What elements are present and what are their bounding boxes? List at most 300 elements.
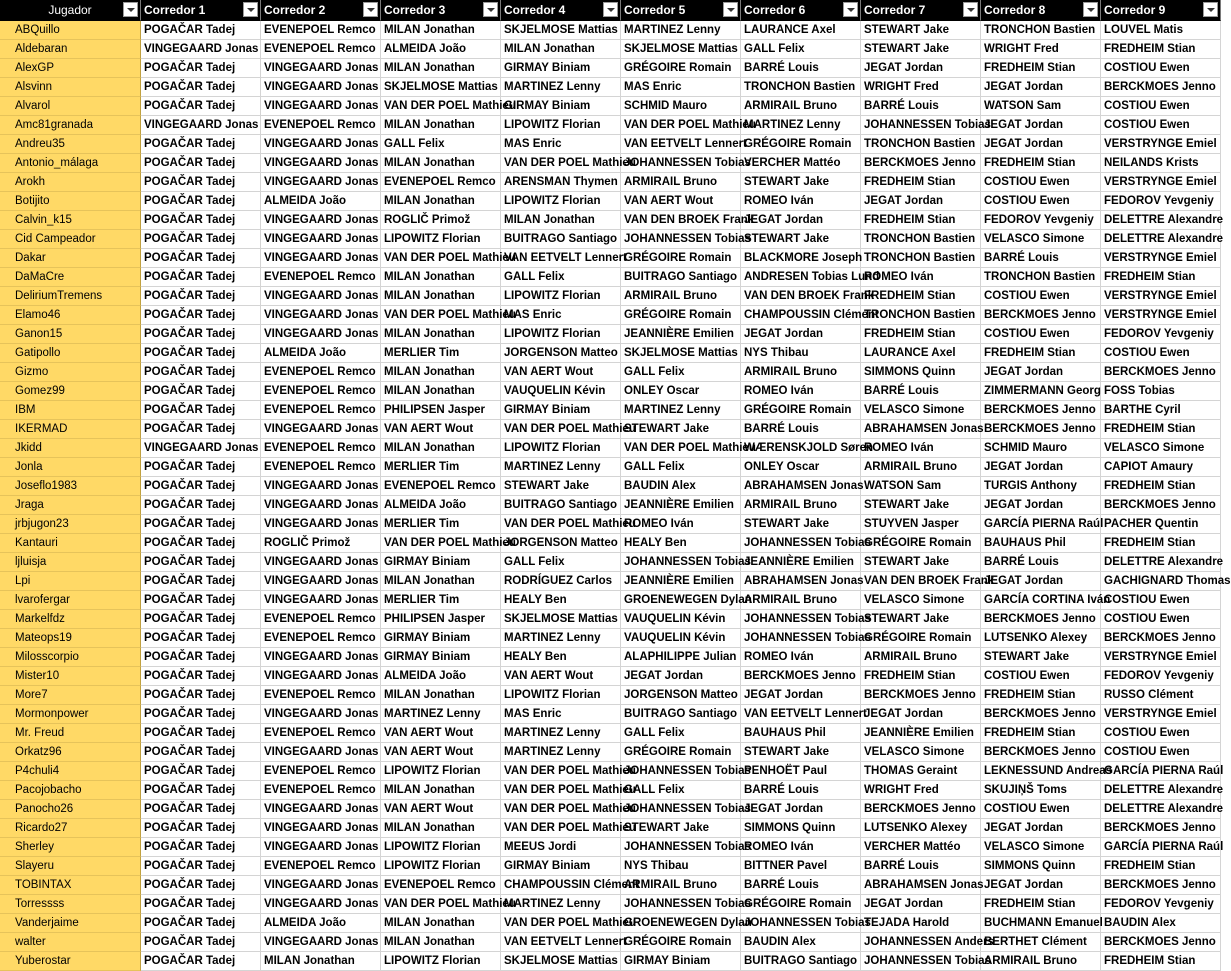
rider-cell[interactable]: VINGEGAARD Jonas	[261, 800, 381, 819]
rider-cell[interactable]: DELETTRE Alexandre	[1101, 553, 1221, 572]
player-cell[interactable]: Lpi	[0, 572, 141, 591]
rider-cell[interactable]: MILAN Jonathan	[381, 382, 501, 401]
rider-cell[interactable]: FEDOROV Yevgeniy	[1101, 325, 1221, 344]
rider-cell[interactable]: VELASCO Simone	[861, 401, 981, 420]
rider-cell[interactable]: VINGEGAARD Jonas	[261, 211, 381, 230]
rider-cell[interactable]: POGAČAR Tadej	[141, 344, 261, 363]
rider-cell[interactable]: POGAČAR Tadej	[141, 230, 261, 249]
rider-cell[interactable]: BERTHET Clément	[981, 933, 1101, 952]
rider-cell[interactable]: MILAN Jonathan	[381, 363, 501, 382]
rider-cell[interactable]: CAPIOT Amaury	[1101, 458, 1221, 477]
rider-cell[interactable]: GIRMAY Biniam	[621, 952, 741, 971]
player-cell[interactable]: Markelfdz	[0, 610, 141, 629]
filter-dropdown-icon[interactable]	[483, 2, 498, 17]
rider-cell[interactable]: POGAČAR Tadej	[141, 306, 261, 325]
rider-cell[interactable]: JORGENSON Matteo	[501, 344, 621, 363]
rider-cell[interactable]: ALMEIDA João	[261, 914, 381, 933]
rider-cell[interactable]: JEGAT Jordan	[741, 800, 861, 819]
filter-dropdown-icon[interactable]	[1203, 2, 1218, 17]
rider-cell[interactable]: FREDHEIM Stian	[981, 344, 1101, 363]
rider-cell[interactable]: VAN DER POEL Mathieu	[381, 895, 501, 914]
rider-cell[interactable]: ARMIRAIL Bruno	[621, 287, 741, 306]
rider-cell[interactable]: VERSTRYNGE Emiel	[1101, 648, 1221, 667]
rider-cell[interactable]: FREDHEIM Stian	[861, 211, 981, 230]
rider-cell[interactable]: WATSON Sam	[861, 477, 981, 496]
rider-cell[interactable]: VAN AERT Wout	[381, 743, 501, 762]
rider-cell[interactable]: FEDOROV Yevgeniy	[1101, 192, 1221, 211]
rider-cell[interactable]: LIPOWITZ Florian	[501, 192, 621, 211]
rider-cell[interactable]: STEWART Jake	[741, 230, 861, 249]
rider-cell[interactable]: VINGEGAARD Jonas	[261, 97, 381, 116]
column-header[interactable]	[621, 0, 741, 21]
rider-cell[interactable]: FEDOROV Yevgeniy	[1101, 895, 1221, 914]
rider-cell[interactable]: FREDHEIM Stian	[981, 895, 1101, 914]
rider-cell[interactable]: GIRMAY Biniam	[501, 857, 621, 876]
rider-cell[interactable]: POGAČAR Tadej	[141, 553, 261, 572]
rider-cell[interactable]: FREDHEIM Stian	[1101, 477, 1221, 496]
rider-cell[interactable]: FREDHEIM Stian	[1101, 952, 1221, 971]
rider-cell[interactable]: POGAČAR Tadej	[141, 800, 261, 819]
player-cell[interactable]: Gomez99	[0, 382, 141, 401]
rider-cell[interactable]: JEGAT Jordan	[981, 876, 1101, 895]
rider-cell[interactable]: JORGENSON Matteo	[501, 534, 621, 553]
rider-cell[interactable]: JOHANNESSEN Tobias	[621, 838, 741, 857]
rider-cell[interactable]: ROMEO Iván	[741, 192, 861, 211]
rider-cell[interactable]: VAN EETVELT Lennert	[501, 249, 621, 268]
rider-cell[interactable]: BARTHE Cyril	[1101, 401, 1221, 420]
rider-cell[interactable]: POGAČAR Tadej	[141, 249, 261, 268]
rider-cell[interactable]: HEALY Ben	[621, 534, 741, 553]
player-cell[interactable]: DaMaCre	[0, 268, 141, 287]
rider-cell[interactable]: BUITRAGO Santiago	[621, 705, 741, 724]
rider-cell[interactable]: BLACKMORE Joseph	[741, 249, 861, 268]
rider-cell[interactable]: BERCKMOES Jenno	[1101, 933, 1221, 952]
rider-cell[interactable]: SKJELMOSE Mattias	[621, 40, 741, 59]
rider-cell[interactable]: GARCÍA PIERNA Raúl	[1101, 762, 1221, 781]
rider-cell[interactable]: VAN DER POEL Mathieu	[501, 762, 621, 781]
rider-cell[interactable]: VINGEGAARD Jonas	[261, 648, 381, 667]
rider-cell[interactable]: VAN AERT Wout	[381, 800, 501, 819]
rider-cell[interactable]: JEGAT Jordan	[741, 325, 861, 344]
rider-cell[interactable]: LEKNESSUND Andreas	[981, 762, 1101, 781]
rider-cell[interactable]: FREDHEIM Stian	[981, 59, 1101, 78]
rider-cell[interactable]: JOHANNESSEN Tobias	[861, 116, 981, 135]
rider-cell[interactable]: MILAN Jonathan	[381, 686, 501, 705]
rider-cell[interactable]: POGAČAR Tadej	[141, 591, 261, 610]
rider-cell[interactable]: POGAČAR Tadej	[141, 933, 261, 952]
rider-cell[interactable]: MARTINEZ Lenny	[621, 21, 741, 40]
rider-cell[interactable]: ABRAHAMSEN Jonas	[861, 876, 981, 895]
rider-cell[interactable]: POGAČAR Tadej	[141, 610, 261, 629]
rider-cell[interactable]: STEWART Jake	[861, 21, 981, 40]
rider-cell[interactable]: VINGEGAARD Jonas	[141, 439, 261, 458]
rider-cell[interactable]: MILAN Jonathan	[381, 192, 501, 211]
rider-cell[interactable]: BERCKMOES Jenno	[1101, 876, 1221, 895]
rider-cell[interactable]: JOHANNESSEN Tobias	[621, 230, 741, 249]
rider-cell[interactable]: VINGEGAARD Jonas	[261, 515, 381, 534]
rider-cell[interactable]: ROMEO Iván	[741, 382, 861, 401]
player-cell[interactable]: Ganon15	[0, 325, 141, 344]
rider-cell[interactable]: SIMMONS Quinn	[981, 857, 1101, 876]
rider-cell[interactable]: VAN AERT Wout	[381, 420, 501, 439]
rider-cell[interactable]: JEGAT Jordan	[741, 686, 861, 705]
rider-cell[interactable]: JEGAT Jordan	[981, 78, 1101, 97]
rider-cell[interactable]: POGAČAR Tadej	[141, 667, 261, 686]
rider-cell[interactable]: VINGEGAARD Jonas	[261, 667, 381, 686]
rider-cell[interactable]: VAN DER POEL Mathieu	[501, 781, 621, 800]
rider-cell[interactable]: ARMIRAIL Bruno	[741, 97, 861, 116]
rider-cell[interactable]: MARTINEZ Lenny	[501, 78, 621, 97]
rider-cell[interactable]: JEGAT Jordan	[861, 192, 981, 211]
rider-cell[interactable]: VERCHER Mattéo	[741, 154, 861, 173]
rider-cell[interactable]: VERSTRYNGE Emiel	[1101, 249, 1221, 268]
rider-cell[interactable]: GALL Felix	[621, 781, 741, 800]
rider-cell[interactable]: JOHANNESSEN Tobias	[621, 553, 741, 572]
rider-cell[interactable]: WRIGHT Fred	[861, 78, 981, 97]
player-cell[interactable]: Gizmo	[0, 363, 141, 382]
rider-cell[interactable]: JEGAT Jordan	[981, 819, 1101, 838]
rider-cell[interactable]: POGAČAR Tadej	[141, 382, 261, 401]
rider-cell[interactable]: POGAČAR Tadej	[141, 914, 261, 933]
rider-cell[interactable]: POGAČAR Tadej	[141, 192, 261, 211]
rider-cell[interactable]: BAUHAUS Phil	[981, 534, 1101, 553]
rider-cell[interactable]: GALL Felix	[501, 553, 621, 572]
rider-cell[interactable]: VAN DER POEL Mathieu	[381, 249, 501, 268]
rider-cell[interactable]: FOSS Tobias	[1101, 382, 1221, 401]
rider-cell[interactable]: BERCKMOES Jenno	[1101, 496, 1221, 515]
rider-cell[interactable]: DELETTRE Alexandre	[1101, 230, 1221, 249]
rider-cell[interactable]: BARRÉ Louis	[861, 97, 981, 116]
rider-cell[interactable]: JOHANNESSEN Tobias	[621, 895, 741, 914]
player-cell[interactable]: ABQuillo	[0, 21, 141, 40]
rider-cell[interactable]: FREDHEIM Stian	[1101, 534, 1221, 553]
rider-cell[interactable]: BERCKMOES Jenno	[1101, 819, 1221, 838]
rider-cell[interactable]: PENHOËT Paul	[741, 762, 861, 781]
rider-cell[interactable]: ZIMMERMANN Georg	[981, 382, 1101, 401]
rider-cell[interactable]: ARMIRAIL Bruno	[861, 648, 981, 667]
rider-cell[interactable]: LIPOWITZ Florian	[501, 686, 621, 705]
rider-cell[interactable]: VINGEGAARD Jonas	[261, 135, 381, 154]
rider-cell[interactable]: VAN DER POEL Mathieu	[501, 819, 621, 838]
rider-cell[interactable]: VINGEGAARD Jonas	[261, 933, 381, 952]
rider-cell[interactable]: JOHANNESSEN Tobias	[621, 154, 741, 173]
player-cell[interactable]: Milosscorpio	[0, 648, 141, 667]
rider-cell[interactable]: MAS Enric	[501, 705, 621, 724]
rider-cell[interactable]: FREDHEIM Stian	[1101, 268, 1221, 287]
rider-cell[interactable]: PACHER Quentin	[1101, 515, 1221, 534]
rider-cell[interactable]: POGAČAR Tadej	[141, 724, 261, 743]
rider-cell[interactable]: MILAN Jonathan	[381, 325, 501, 344]
rider-cell[interactable]: VINGEGAARD Jonas	[261, 420, 381, 439]
rider-cell[interactable]: VINGEGAARD Jonas	[261, 287, 381, 306]
rider-cell[interactable]: NYS Thibau	[621, 857, 741, 876]
rider-cell[interactable]: VAUQUELIN Kévin	[621, 610, 741, 629]
rider-cell[interactable]: MILAN Jonathan	[381, 268, 501, 287]
rider-cell[interactable]: BUITRAGO Santiago	[501, 230, 621, 249]
rider-cell[interactable]: VELASCO Simone	[861, 743, 981, 762]
rider-cell[interactable]: WRIGHT Fred	[861, 781, 981, 800]
rider-cell[interactable]: VAUQUELIN Kévin	[501, 382, 621, 401]
player-cell[interactable]: Elamo46	[0, 306, 141, 325]
player-cell[interactable]: Vanderjaime	[0, 914, 141, 933]
rider-cell[interactable]: LIPOWITZ Florian	[381, 762, 501, 781]
rider-cell[interactable]: FREDHEIM Stian	[861, 173, 981, 192]
rider-cell[interactable]: STUYVEN Jasper	[861, 515, 981, 534]
player-cell[interactable]: Mormonpower	[0, 705, 141, 724]
rider-cell[interactable]: POGAČAR Tadej	[141, 838, 261, 857]
rider-cell[interactable]: JEGAT Jordan	[981, 572, 1101, 591]
filter-dropdown-icon[interactable]	[363, 2, 378, 17]
rider-cell[interactable]: FREDHEIM Stian	[981, 724, 1101, 743]
rider-cell[interactable]: JEGAT Jordan	[981, 458, 1101, 477]
rider-cell[interactable]: BERCKMOES Jenno	[981, 401, 1101, 420]
rider-cell[interactable]: EVENEPOEL Remco	[261, 40, 381, 59]
rider-cell[interactable]: ROMEO Iván	[861, 439, 981, 458]
rider-cell[interactable]: VAN DER POEL Mathieu	[501, 154, 621, 173]
rider-cell[interactable]: VINGEGAARD Jonas	[261, 325, 381, 344]
column-header[interactable]	[0, 0, 141, 21]
rider-cell[interactable]: GRÉGOIRE Romain	[621, 59, 741, 78]
filter-dropdown-icon[interactable]	[603, 2, 618, 17]
rider-cell[interactable]: GARCÍA PIERNA Raúl	[1101, 838, 1221, 857]
rider-cell[interactable]: VAN DER POEL Mathieu	[501, 914, 621, 933]
rider-cell[interactable]: EVENEPOEL Remco	[261, 116, 381, 135]
rider-cell[interactable]: POGAČAR Tadej	[141, 686, 261, 705]
rider-cell[interactable]: SIMMONS Quinn	[741, 819, 861, 838]
rider-cell[interactable]: VINGEGAARD Jonas	[261, 572, 381, 591]
column-header[interactable]	[381, 0, 501, 21]
rider-cell[interactable]: HEALY Ben	[501, 591, 621, 610]
player-cell[interactable]: Aldebaran	[0, 40, 141, 59]
rider-cell[interactable]: VINGEGAARD Jonas	[261, 230, 381, 249]
rider-cell[interactable]: MERLIER Tim	[381, 458, 501, 477]
rider-cell[interactable]: JEANNIÈRE Emilien	[741, 553, 861, 572]
player-cell[interactable]: DeliriumTremens	[0, 287, 141, 306]
rider-cell[interactable]: BARRÉ Louis	[981, 249, 1101, 268]
rider-cell[interactable]: GRÉGOIRE Romain	[621, 306, 741, 325]
rider-cell[interactable]: VINGEGAARD Jonas	[261, 59, 381, 78]
rider-cell[interactable]: BERCKMOES Jenno	[861, 686, 981, 705]
rider-cell[interactable]: JOHANNESSEN Tobias	[741, 629, 861, 648]
rider-cell[interactable]: MARTINEZ Lenny	[741, 116, 861, 135]
rider-cell[interactable]: POGAČAR Tadej	[141, 268, 261, 287]
player-cell[interactable]: Pacojobacho	[0, 781, 141, 800]
rider-cell[interactable]: GALL Felix	[621, 458, 741, 477]
rider-cell[interactable]: VELASCO Simone	[981, 230, 1101, 249]
rider-cell[interactable]: EVENEPOEL Remco	[261, 21, 381, 40]
player-cell[interactable]: Dakar	[0, 249, 141, 268]
player-cell[interactable]: Alsvinn	[0, 78, 141, 97]
rider-cell[interactable]: GRÉGOIRE Romain	[861, 629, 981, 648]
rider-cell[interactable]: VERSTRYNGE Emiel	[1101, 287, 1221, 306]
column-header[interactable]	[1101, 0, 1221, 21]
rider-cell[interactable]: FREDHEIM Stian	[861, 287, 981, 306]
rider-cell[interactable]: VINGEGAARD Jonas	[261, 78, 381, 97]
rider-cell[interactable]: POGAČAR Tadej	[141, 743, 261, 762]
rider-cell[interactable]: POGAČAR Tadej	[141, 819, 261, 838]
filter-dropdown-icon[interactable]	[1083, 2, 1098, 17]
rider-cell[interactable]: SKJELMOSE Mattias	[621, 344, 741, 363]
rider-cell[interactable]: POGAČAR Tadej	[141, 572, 261, 591]
rider-cell[interactable]: POGAČAR Tadej	[141, 515, 261, 534]
rider-cell[interactable]: COSTIOU Ewen	[1101, 591, 1221, 610]
rider-cell[interactable]: GROENEWEGEN Dylan	[621, 591, 741, 610]
rider-cell[interactable]: VELASCO Simone	[861, 591, 981, 610]
player-cell[interactable]: Cid Campeador	[0, 230, 141, 249]
rider-cell[interactable]: BARRÉ Louis	[741, 420, 861, 439]
rider-cell[interactable]: POGAČAR Tadej	[141, 78, 261, 97]
rider-cell[interactable]: STEWART Jake	[861, 40, 981, 59]
player-cell[interactable]: Calvin_k15	[0, 211, 141, 230]
rider-cell[interactable]: BAUDIN Alex	[1101, 914, 1221, 933]
rider-cell[interactable]: GARCÍA CORTINA Iván	[981, 591, 1101, 610]
rider-cell[interactable]: LIPOWITZ Florian	[381, 838, 501, 857]
rider-cell[interactable]: POGAČAR Tadej	[141, 363, 261, 382]
rider-cell[interactable]: TRONCHON Bastien	[861, 135, 981, 154]
rider-cell[interactable]: POGAČAR Tadej	[141, 458, 261, 477]
player-cell[interactable]: Slayeru	[0, 857, 141, 876]
rider-cell[interactable]: BERCKMOES Jenno	[741, 667, 861, 686]
rider-cell[interactable]: EVENEPOEL Remco	[261, 363, 381, 382]
player-cell[interactable]: TOBINTAX	[0, 876, 141, 895]
rider-cell[interactable]: COSTIOU Ewen	[981, 325, 1101, 344]
rider-cell[interactable]: BERCKMOES Jenno	[981, 705, 1101, 724]
rider-cell[interactable]: GIRMAY Biniam	[501, 401, 621, 420]
player-cell[interactable]: Mister10	[0, 667, 141, 686]
player-cell[interactable]: Andreu35	[0, 135, 141, 154]
rider-cell[interactable]: NEILANDS Krists	[1101, 154, 1221, 173]
rider-cell[interactable]: FREDHEIM Stian	[1101, 857, 1221, 876]
rider-cell[interactable]: MILAN Jonathan	[381, 572, 501, 591]
rider-cell[interactable]: JOHANNESSEN Tobias	[741, 534, 861, 553]
rider-cell[interactable]: MILAN Jonathan	[381, 819, 501, 838]
rider-cell[interactable]: LIPOWITZ Florian	[381, 857, 501, 876]
rider-cell[interactable]: SKJELMOSE Mattias	[381, 78, 501, 97]
rider-cell[interactable]: LIPOWITZ Florian	[501, 287, 621, 306]
rider-cell[interactable]: JEGAT Jordan	[861, 59, 981, 78]
rider-cell[interactable]: MILAN Jonathan	[381, 781, 501, 800]
rider-cell[interactable]: CHAMPOUSSIN Clément	[741, 306, 861, 325]
filter-dropdown-icon[interactable]	[963, 2, 978, 17]
rider-cell[interactable]: COSTIOU Ewen	[1101, 724, 1221, 743]
rider-cell[interactable]: VINGEGAARD Jonas	[141, 40, 261, 59]
rider-cell[interactable]: VINGEGAARD Jonas	[261, 249, 381, 268]
rider-cell[interactable]: BARRÉ Louis	[741, 781, 861, 800]
rider-cell[interactable]: FREDHEIM Stian	[1101, 40, 1221, 59]
rider-cell[interactable]: BUITRAGO Santiago	[501, 496, 621, 515]
player-cell[interactable]: ljluisja	[0, 553, 141, 572]
rider-cell[interactable]: GALL Felix	[501, 268, 621, 287]
rider-cell[interactable]: VELASCO Simone	[981, 838, 1101, 857]
rider-cell[interactable]: EVENEPOEL Remco	[261, 762, 381, 781]
rider-cell[interactable]: EVENEPOEL Remco	[261, 268, 381, 287]
rider-cell[interactable]: FEDOROV Yevgeniy	[981, 211, 1101, 230]
rider-cell[interactable]: VINGEGAARD Jonas	[261, 496, 381, 515]
rider-cell[interactable]: ROMEO Iván	[741, 838, 861, 857]
player-cell[interactable]: IBM	[0, 401, 141, 420]
rider-cell[interactable]: THOMAS Geraint	[861, 762, 981, 781]
rider-cell[interactable]: ALMEIDA João	[381, 40, 501, 59]
rider-cell[interactable]: ALMEIDA João	[261, 344, 381, 363]
rider-cell[interactable]: GROENEWEGEN Dylan	[621, 914, 741, 933]
player-cell[interactable]: Jonla	[0, 458, 141, 477]
player-cell[interactable]: Arokh	[0, 173, 141, 192]
rider-cell[interactable]: POGAČAR Tadej	[141, 97, 261, 116]
rider-cell[interactable]: JOHANNESSEN Tobias	[621, 800, 741, 819]
rider-cell[interactable]: GALL Felix	[621, 724, 741, 743]
rider-cell[interactable]: GRÉGOIRE Romain	[741, 135, 861, 154]
rider-cell[interactable]: POGAČAR Tadej	[141, 173, 261, 192]
column-header[interactable]	[741, 0, 861, 21]
rider-cell[interactable]: MAS Enric	[621, 78, 741, 97]
rider-cell[interactable]: FEDOROV Yevgeniy	[1101, 667, 1221, 686]
rider-cell[interactable]: SKJELMOSE Mattias	[501, 952, 621, 971]
rider-cell[interactable]: BERCKMOES Jenno	[981, 743, 1101, 762]
rider-cell[interactable]: STEWART Jake	[741, 743, 861, 762]
rider-cell[interactable]: STEWART Jake	[741, 515, 861, 534]
rider-cell[interactable]: EVENEPOEL Remco	[381, 876, 501, 895]
rider-cell[interactable]: VAN DEN BROEK Frank	[861, 572, 981, 591]
rider-cell[interactable]: MARTINEZ Lenny	[501, 629, 621, 648]
rider-cell[interactable]: VINGEGAARD Jonas	[261, 154, 381, 173]
rider-cell[interactable]: COSTIOU Ewen	[981, 800, 1101, 819]
rider-cell[interactable]: POGAČAR Tadej	[141, 420, 261, 439]
rider-cell[interactable]: JOHANNESSEN Anders	[861, 933, 981, 952]
rider-cell[interactable]: SKJELMOSE Mattias	[501, 21, 621, 40]
filter-dropdown-icon[interactable]	[723, 2, 738, 17]
rider-cell[interactable]: GIRMAY Biniam	[381, 629, 501, 648]
rider-cell[interactable]: POGAČAR Tadej	[141, 287, 261, 306]
rider-cell[interactable]: EVENEPOEL Remco	[261, 629, 381, 648]
rider-cell[interactable]: BUITRAGO Santiago	[621, 268, 741, 287]
rider-cell[interactable]: STEWART Jake	[861, 610, 981, 629]
rider-cell[interactable]: ANDRESEN Tobias Lund	[741, 268, 861, 287]
rider-cell[interactable]: SKUJIŅŠ Toms	[981, 781, 1101, 800]
rider-cell[interactable]: VINGEGAARD Jonas	[261, 306, 381, 325]
rider-cell[interactable]: TEJADA Harold	[861, 914, 981, 933]
rider-cell[interactable]: GRÉGOIRE Romain	[621, 249, 741, 268]
rider-cell[interactable]: VINGEGAARD Jonas	[261, 591, 381, 610]
player-cell[interactable]: Yuberostar	[0, 952, 141, 971]
rider-cell[interactable]: BERCKMOES Jenno	[861, 800, 981, 819]
rider-cell[interactable]: JOHANNESSEN Tobias	[741, 610, 861, 629]
rider-cell[interactable]: POGAČAR Tadej	[141, 876, 261, 895]
rider-cell[interactable]: ROMEO Iván	[621, 515, 741, 534]
rider-cell[interactable]: DELETTRE Alexandre	[1101, 781, 1221, 800]
rider-cell[interactable]: LIPOWITZ Florian	[381, 230, 501, 249]
rider-cell[interactable]: JEANNIÈRE Emilien	[621, 325, 741, 344]
rider-cell[interactable]: POGAČAR Tadej	[141, 325, 261, 344]
rider-cell[interactable]: COSTIOU Ewen	[981, 287, 1101, 306]
rider-cell[interactable]: BUCHMANN Emanuel	[981, 914, 1101, 933]
rider-cell[interactable]: LIPOWITZ Florian	[501, 325, 621, 344]
rider-cell[interactable]: WRIGHT Fred	[981, 40, 1101, 59]
rider-cell[interactable]: JEGAT Jordan	[981, 363, 1101, 382]
rider-cell[interactable]: FREDHEIM Stian	[861, 667, 981, 686]
rider-cell[interactable]: VAN DEN BROEK Frank	[621, 211, 741, 230]
rider-cell[interactable]: MAS Enric	[501, 306, 621, 325]
rider-cell[interactable]: BUITRAGO Santiago	[741, 952, 861, 971]
rider-cell[interactable]: MARTINEZ Lenny	[501, 895, 621, 914]
rider-cell[interactable]: POGAČAR Tadej	[141, 857, 261, 876]
rider-cell[interactable]: POGAČAR Tadej	[141, 401, 261, 420]
rider-cell[interactable]: POGAČAR Tadej	[141, 895, 261, 914]
rider-cell[interactable]: NYS Thibau	[741, 344, 861, 363]
rider-cell[interactable]: BITTNER Pavel	[741, 857, 861, 876]
rider-cell[interactable]: FREDHEIM Stian	[981, 154, 1101, 173]
rider-cell[interactable]: GALL Felix	[741, 40, 861, 59]
rider-cell[interactable]: BERCKMOES Jenno	[861, 154, 981, 173]
